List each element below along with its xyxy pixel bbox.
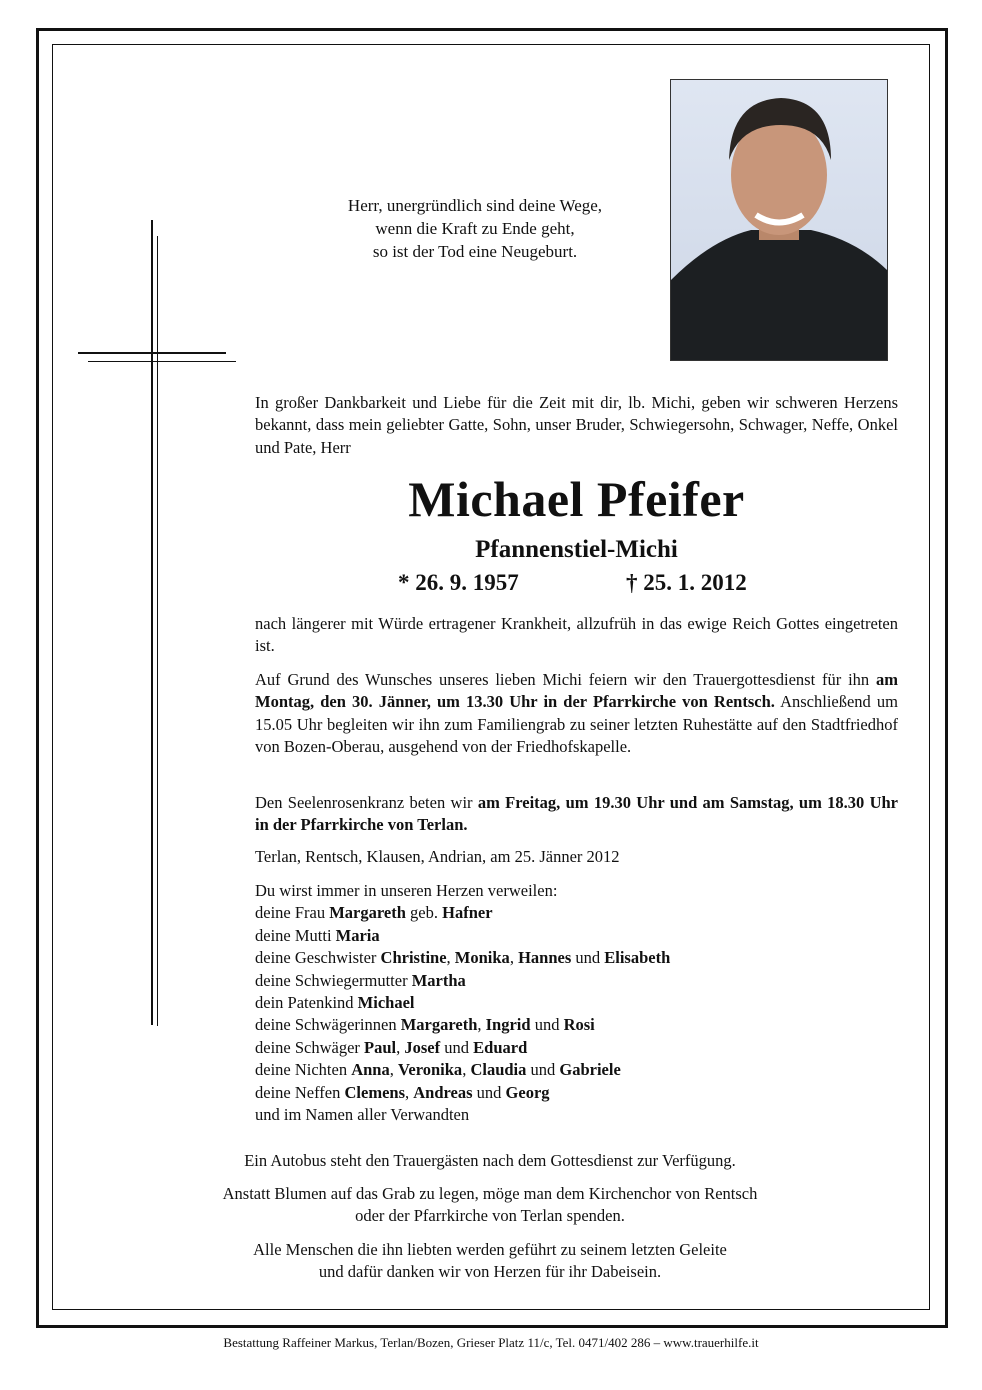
text-segment: ,	[446, 948, 455, 968]
bold-text: Hafner	[442, 903, 493, 923]
bold-text: Claudia	[470, 1060, 527, 1080]
closing-line: Ein Autobus steht den Trauergästen nach dem Gottesdienst zur Verfügung.	[244, 1151, 736, 1170]
family-line	[255, 1037, 898, 1059]
closing-line: oder der Pfarrkirche von Terlan spenden.	[355, 1206, 625, 1226]
closing-line: und dafür danken wir von Herzen für ihr Dabeisein.	[318, 1262, 662, 1282]
bold-text: Monika	[454, 948, 510, 968]
death-date: † 25. 1. 2012	[626, 570, 747, 595]
text-segment: ,	[509, 948, 519, 968]
family-line	[255, 992, 898, 1014]
bold-text: Margareth	[329, 903, 406, 923]
text-segment: deine Schwägerinnen	[255, 1015, 401, 1035]
text-segment: Den Seelenrosenkranz beten wir	[255, 793, 478, 812]
text-segment: ,	[405, 1082, 414, 1102]
paragraph	[255, 613, 898, 658]
text-segment: nach längerer mit Würde ertragener Krankheit, allzufrüh in das ewige Reich Gottes eingetreten ist.	[255, 614, 898, 656]
bold-text: Rosi	[563, 1015, 595, 1035]
birth-date: * 26. 9. 1957	[398, 570, 519, 595]
family-line	[255, 902, 898, 924]
text-segment: deine Schwiegermutter	[255, 970, 412, 990]
family-line	[255, 1014, 898, 1036]
closing-flowers	[120, 1183, 860, 1228]
bold-text: am Montag, den 30. Jänner, um 13.30 Uhr in der Pfarrkirche von Rentsch.	[255, 670, 898, 712]
text-segment: und	[526, 1060, 560, 1080]
family-line	[255, 1104, 898, 1126]
motto	[255, 194, 695, 263]
text-segment: In großer Dankbarkeit und Liebe für die Zeit mit dir, lb. Michi, geben wir schweren Herzens bekannt, dass mein geliebter Gatte, Sohn, unser Bruder, Schwiegersohn, Schwager, Neffe, Onkel und Pate, Herr	[255, 393, 898, 457]
bold-text: Michael	[357, 993, 415, 1013]
bold-text: Margareth	[400, 1015, 478, 1035]
family-line	[255, 880, 898, 902]
motto-line: so ist der Tod eine Neugeburt.	[372, 242, 578, 261]
closing-line: Alle Menschen die ihn liebten werden geführt zu seinem letzten Geleite	[253, 1240, 727, 1259]
bold-text: Martha	[411, 970, 466, 990]
text-segment: ,	[462, 1060, 471, 1080]
bold-text: Clemens	[344, 1082, 405, 1102]
nickname: Pfannenstiel-Michi	[475, 536, 678, 563]
family-line	[255, 970, 898, 992]
text-segment: geb.	[405, 903, 443, 923]
text-segment: Du wirst immer in unseren Herzen verweilen:	[255, 881, 558, 900]
text-segment: ,	[477, 1015, 486, 1035]
family-line	[255, 1059, 898, 1081]
text-segment: ,	[396, 1037, 405, 1057]
paragraph	[255, 669, 898, 759]
family-line	[255, 947, 898, 969]
bold-text: Josef	[404, 1037, 441, 1057]
text-segment: und	[472, 1082, 506, 1102]
closing-thanks	[120, 1239, 860, 1284]
text-segment: Auf Grund des Wunsches unseres lieben Michi feiern wir den Trauergottesdienst für ihn	[255, 670, 876, 689]
motto-line: Herr, unergründlich sind deine Wege,	[347, 196, 603, 215]
funeral-home-footer: Bestattung Raffeiner Markus, Terlan/Bozen, Grieser Platz 11/c, Tel. 0471/402 286 – www.trauerhilfe.it	[223, 1335, 759, 1350]
family-list	[255, 880, 898, 1126]
bold-text: Gabriele	[559, 1060, 621, 1080]
bold-text: Anna	[351, 1060, 390, 1080]
text-segment: deine Geschwister	[255, 948, 381, 968]
bold-text: Maria	[335, 925, 380, 945]
bold-text: Ingrid	[485, 1015, 531, 1035]
bold-text: Paul	[364, 1037, 397, 1057]
text-segment: deine Schwäger	[255, 1037, 365, 1057]
motto-line: wenn die Kraft zu Ende geht,	[375, 219, 575, 238]
paragraph	[255, 846, 898, 868]
text-segment: deine Mutti	[255, 925, 336, 945]
text-segment: und	[571, 948, 605, 968]
text-segment: und im Namen aller Verwandten	[255, 1105, 470, 1125]
family-line	[255, 1082, 898, 1104]
family-line	[255, 925, 898, 947]
text-segment: deine Frau	[255, 903, 330, 923]
bold-text: Georg	[505, 1082, 550, 1102]
bold-text: Eduard	[473, 1037, 528, 1057]
bold-text: Veronika	[398, 1060, 463, 1080]
text-segment: deine Nichten	[255, 1060, 352, 1080]
text-segment: deine Neffen	[255, 1082, 345, 1102]
bold-text: Christine	[380, 948, 447, 968]
text-segment: und	[440, 1037, 474, 1057]
bold-text: Hannes	[518, 948, 572, 968]
closing-line: Anstatt Blumen auf das Grab zu legen, möge man dem Kirchenchor von Rentsch	[222, 1184, 758, 1203]
deceased-name: Michael Pfeifer	[408, 471, 745, 527]
closing-bus	[120, 1150, 860, 1172]
portrait-photo	[670, 79, 888, 361]
intro-text	[255, 392, 898, 459]
text-segment: Anschließend um 15.05 Uhr begleiten wir ihn zum Familiengrab zu seiner letzten Ruhestätte auf den Stadtfriedhof von Bozen-Oberau, ausgehend von der Friedhofskapelle.	[255, 692, 898, 757]
text-segment: ,	[389, 1060, 398, 1080]
text-segment: und	[530, 1015, 564, 1035]
bold-text: Elisabeth	[604, 948, 671, 968]
paragraph	[255, 792, 898, 837]
text-segment: dein Patenkind	[255, 993, 358, 1013]
bold-text: am Freitag, um 19.30 Uhr und am Samstag, um 18.30 Uhr in der Pfarrkirche von Terlan.	[255, 793, 898, 835]
text-segment: Terlan, Rentsch, Klausen, Andrian, am 25. Jänner 2012	[255, 847, 620, 866]
bold-text: Andreas	[413, 1082, 473, 1102]
